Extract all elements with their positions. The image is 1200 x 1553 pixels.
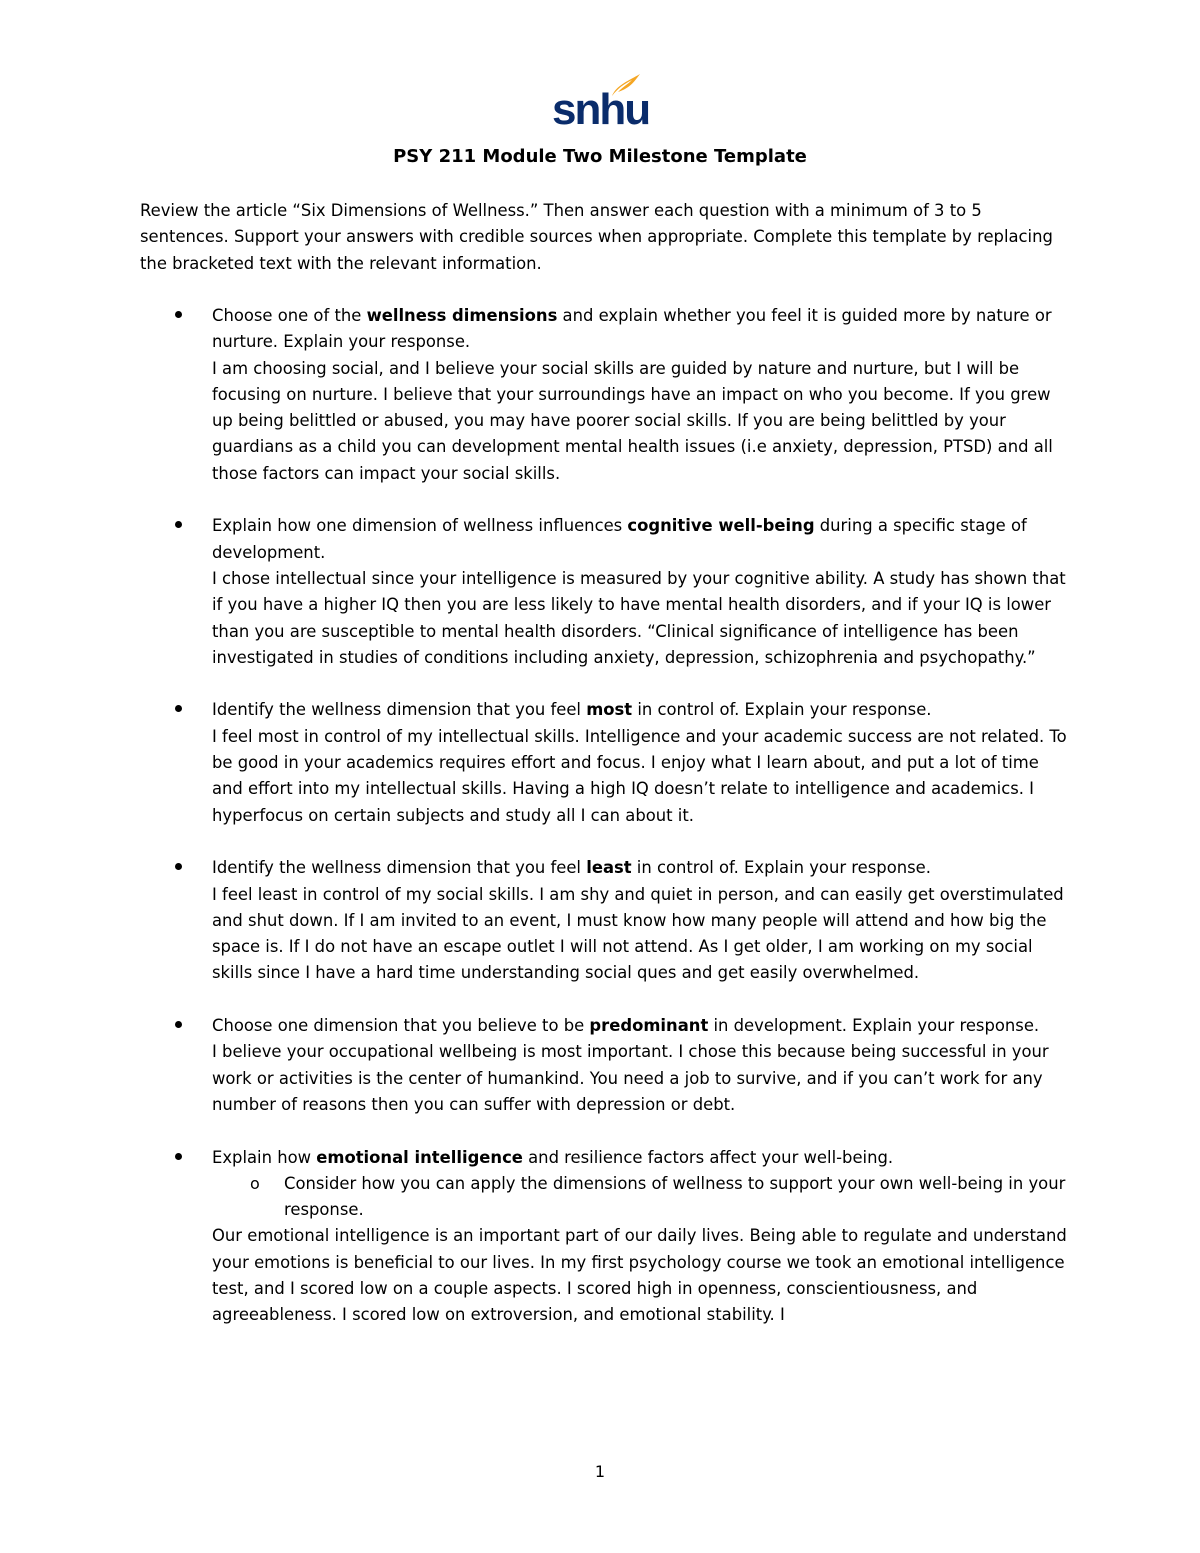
bullet-icon [175,521,182,528]
bullet-icon [175,705,182,712]
question: Explain how emotional intelligence and resilience factors affect your well-being. [212,1147,894,1167]
list-item [140,1145,1070,1329]
bullet-icon [175,311,182,318]
list-item [140,697,1070,828]
answer: Our emotional intelligence is an important part of our daily lives. Being able to regulate and understand your emotions is beneficial to our lives. In my first psychology course we took an emotional intelligence test, and I scored low on a couple aspects. I scored high in openness, conscientiousness, and agreeableness. I scored low on extroversion, and emotional stability. I [212,1226,1067,1325]
sub-question-text: Consider how you can apply the dimensions of wellness to support your own well-being in your response. [284,1173,1066,1220]
answer: I feel least in control of my social skills. I am shy and quiet in person, and can easily get overstimulated and shut down. If I am invited to an event, I must know how many people will attend and how big the space is. If I do not have an escape outlet I will not attend. As I get older, I am working on my social skills since I have a hard time understanding social ques and get easily overwhelmed. [212,884,1064,983]
list-item [140,1013,1070,1118]
sub-question [212,1171,1070,1224]
intro-paragraph: Review the article “Six Dimensions of Wellness.” Then answer each question with a minimum of 3 to 5 sentences. Support your answers with credible sources when appropriate. Complete this template by replacing the bracketed text with the relevant information. [140,201,1053,273]
list-item [140,513,1070,671]
question: Choose one dimension that you believe to be predominant in development. Explain your response. [212,1016,1040,1036]
list-item [140,855,1070,986]
logo-wordmark: snhu [552,85,650,134]
list-item [140,303,1070,487]
page-number: 1 [594,1462,606,1481]
answer: I chose intellectual since your intelligence is measured by your cognitive ability. A study has shown that if you have a higher IQ then you are less likely to have mental health disorders, and if your IQ is lower than you are susceptible to mental health disorders. “Clinical significance of intelligence has been investigated in studies of conditions including anxiety, depression, schizophrenia and psychopathy.” [212,568,1066,667]
sub-bullet-icon: o [250,1173,260,1193]
question-list [140,303,1070,1355]
snhu-logo [552,72,650,134]
bullet-icon [175,1153,182,1160]
question: Choose one of the wellness dimensions and explain whether you feel it is guided more by nature or nurture. Explain your response. [212,306,1052,352]
answer: I feel most in control of my intellectual skills. Intelligence and your academic success are not related. To be good in your academics requires effort and focus. I enjoy what I learn about, and put a lot of time and effort into my intellectual skills. Having a high IQ doesn’t relate to intelligence and academics. I hyperfocus on certain subjects and study all I can about it. [212,726,1067,825]
answer: I believe your occupational wellbeing is most important. I chose this because being successful in your work or activities is the center of humankind. You need a job to survive, and if you can’t work for any number of reasons then you can suffer with depression or debt. [212,1042,1049,1114]
answer: I am choosing social, and I believe your social skills are guided by nature and nurture, but I will be focusing on nurture. I believe that your surroundings have an impact on who you become. If you grew up being belittled or abused, you may have poorer social skills. If you are being belittled by your guardians as a child you can development mental health issues (i.e anxiety, depression, PTSD) and all those factors can impact your social skills. [212,358,1053,483]
page-title: PSY 211 Module Two Milestone Template [393,146,807,167]
question: Explain how one dimension of wellness influences cognitive well-being during a specific stage of development. [212,516,1027,562]
question: Identify the wellness dimension that you feel least in control of. Explain your response. [212,858,931,878]
bullet-icon [175,863,182,870]
bullet-icon [175,1021,182,1028]
question: Identify the wellness dimension that you feel most in control of. Explain your response. [212,700,932,720]
